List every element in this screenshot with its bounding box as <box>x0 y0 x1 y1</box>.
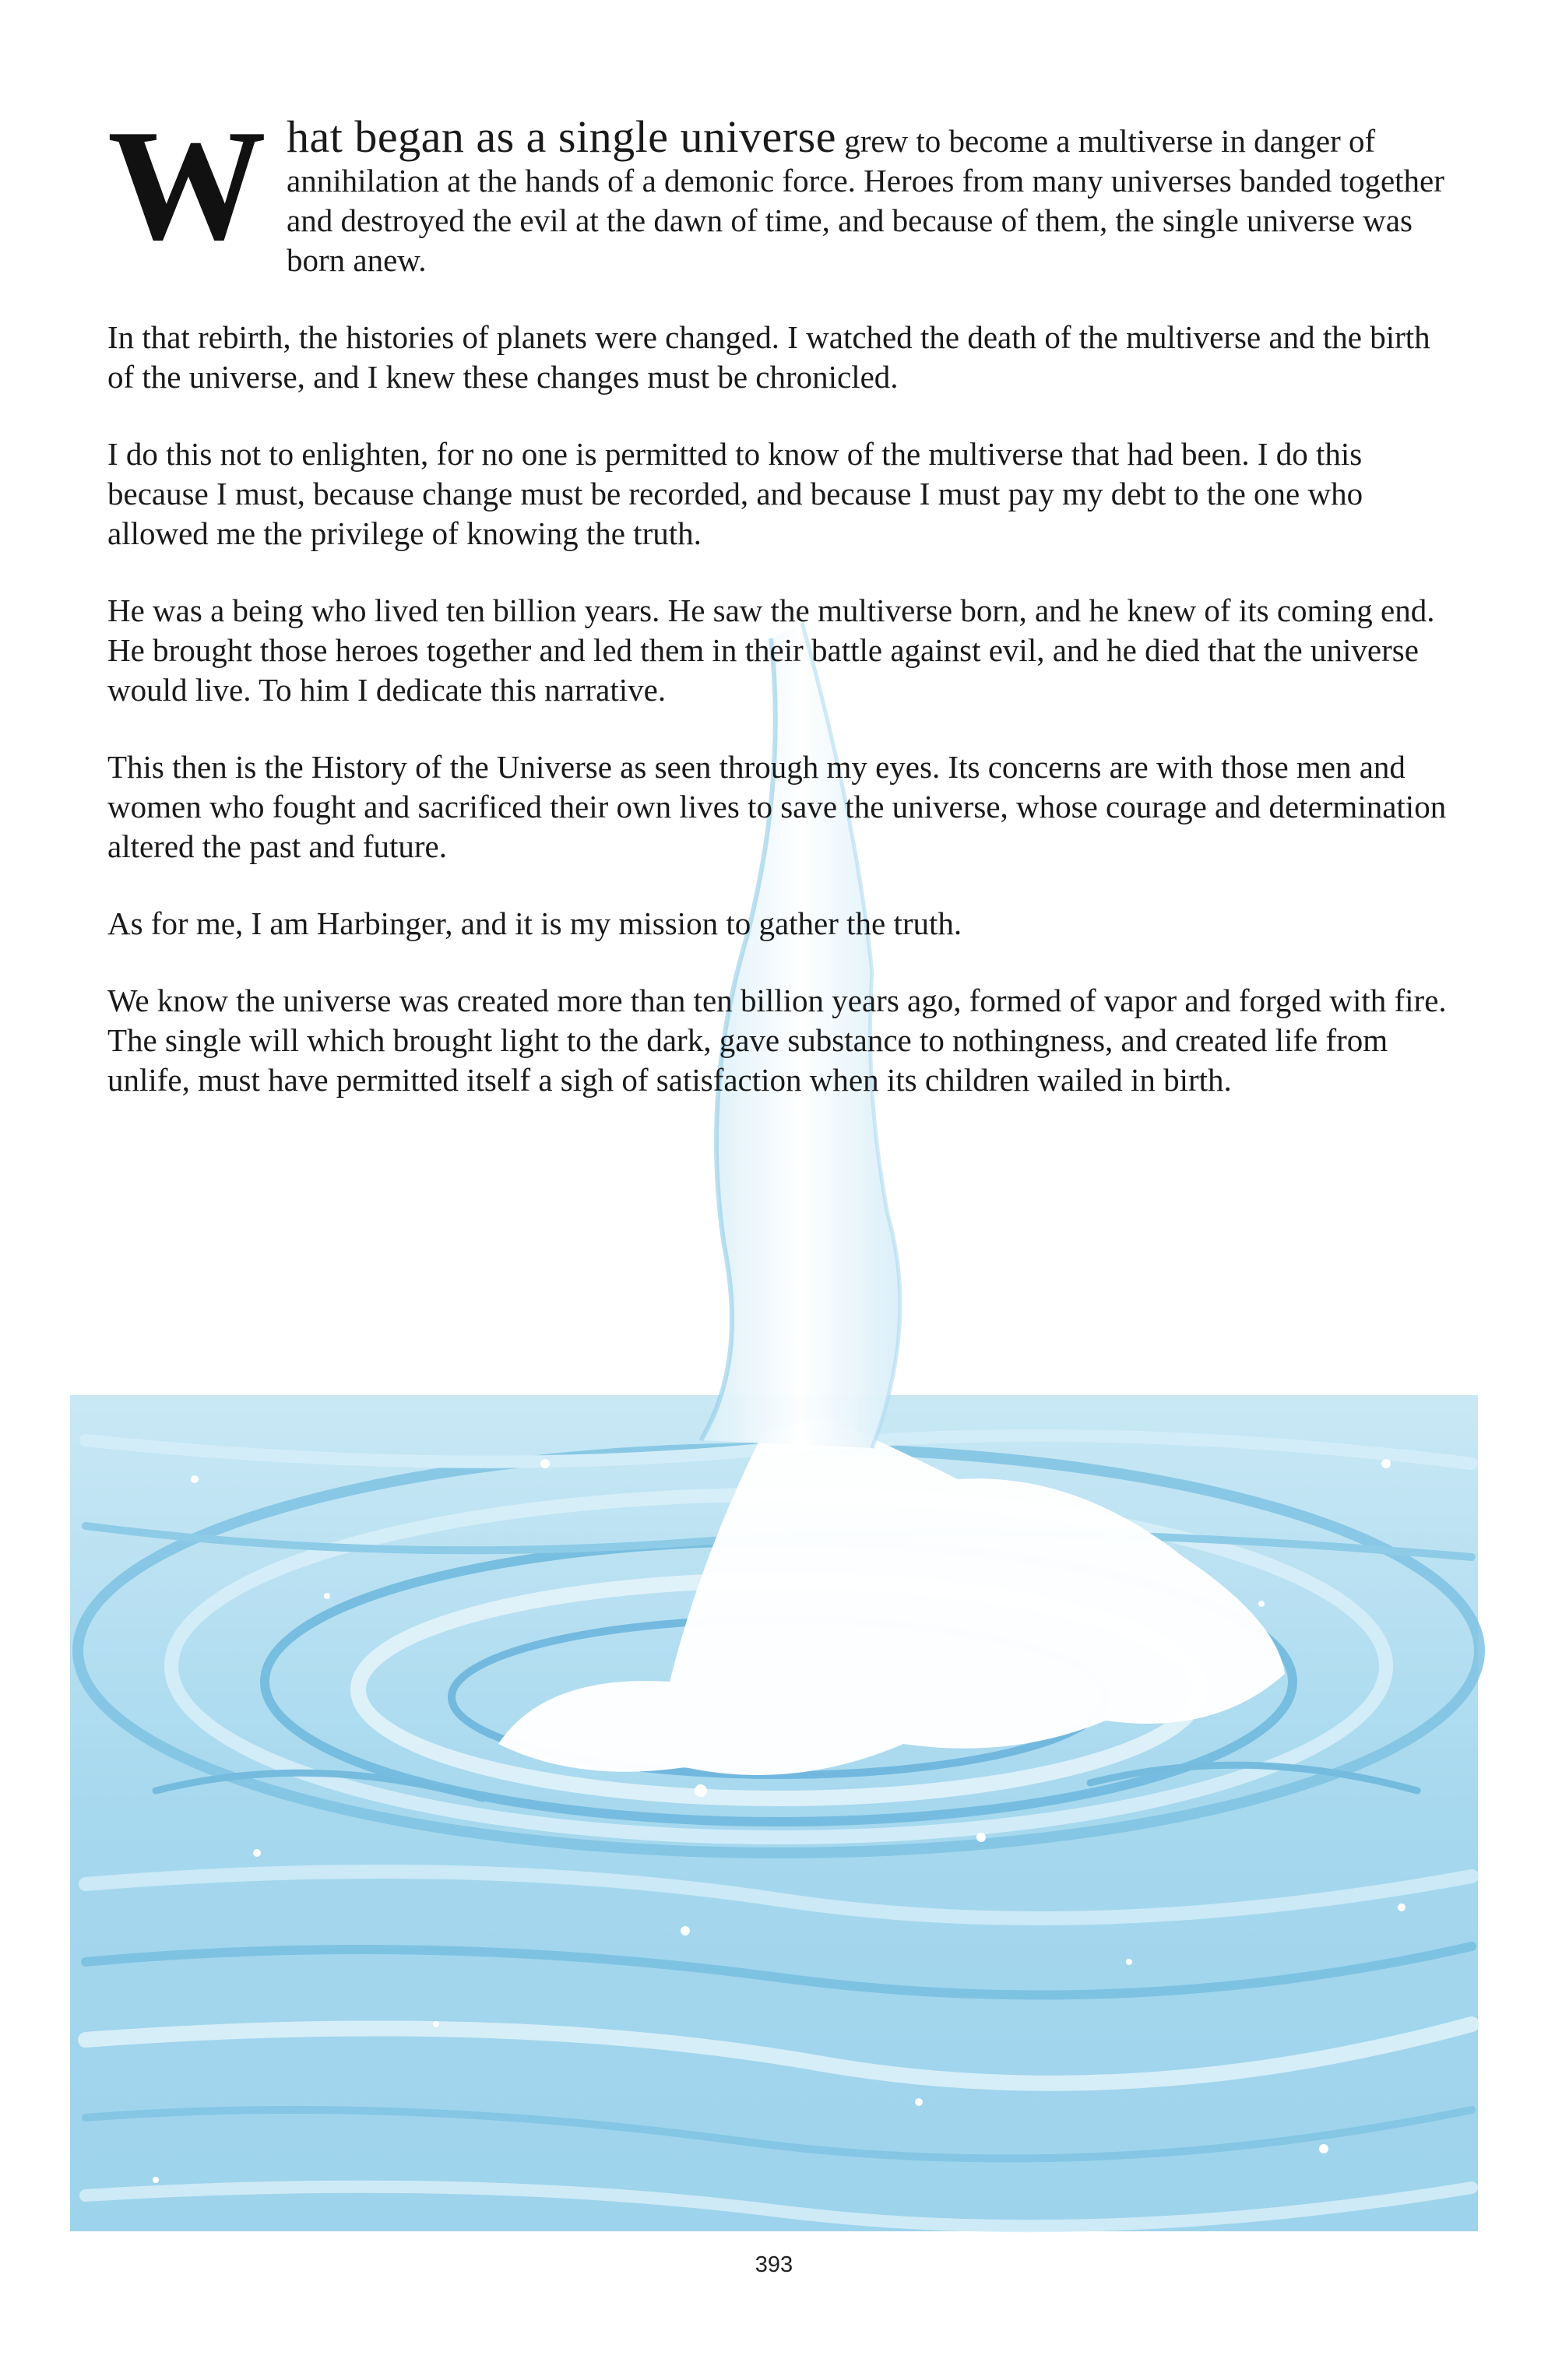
paragraph: This then is the History of the Universe as seen through my eyes. Its concerns are with those men and women who fought and sacrificed their own lives to save the universe, whose courage and determination altered the past and future. <box>107 749 1447 864</box>
intro-paragraph <box>107 97 1447 280</box>
paragraph: In that rebirth, the histories of planets were changed. I watched the death of the multiverse and the birth of the universe, and I knew these changes must be chronicled. <box>107 319 1430 395</box>
paragraph: I do this not to enlighten, for no one is permitted to know of the multiverse that had been. I do this because I must, because change must be recorded, and because I must pay my debt to the one who allowed me the privilege of knowing the truth. <box>107 436 1363 551</box>
article-body <box>107 97 1447 1137</box>
paragraph: He was a being who lived ten billion years. He saw the multiverse born, and he knew of its coming end. He brought those heroes together and led them in their battle against evil, and he died that the universe would live. To him I dedicate this narrative. <box>107 592 1435 708</box>
paragraph: As for me, I am Harbinger, and it is my mission to gather the truth. <box>107 905 962 941</box>
drop-cap: W <box>107 97 266 273</box>
lead-in: hat began as a single universe <box>287 111 836 162</box>
paragraph: We know the universe was created more than ten billion years ago, formed of vapor and forged with fire. The single will which brought light to the dark, gave substance to nothingness, and created life from unlife, must have permitted itself a sigh of satisfaction when its children wailed in birth. <box>107 983 1447 1098</box>
page-number: 393 <box>755 2252 793 2277</box>
intro-rest: grew to become a multiverse in danger of annihilation at the hands of a demonic force. Heroes from many universes banded together and destroyed the evil at the dawn of time, and because of them, the single universe was born anew. <box>287 123 1444 278</box>
